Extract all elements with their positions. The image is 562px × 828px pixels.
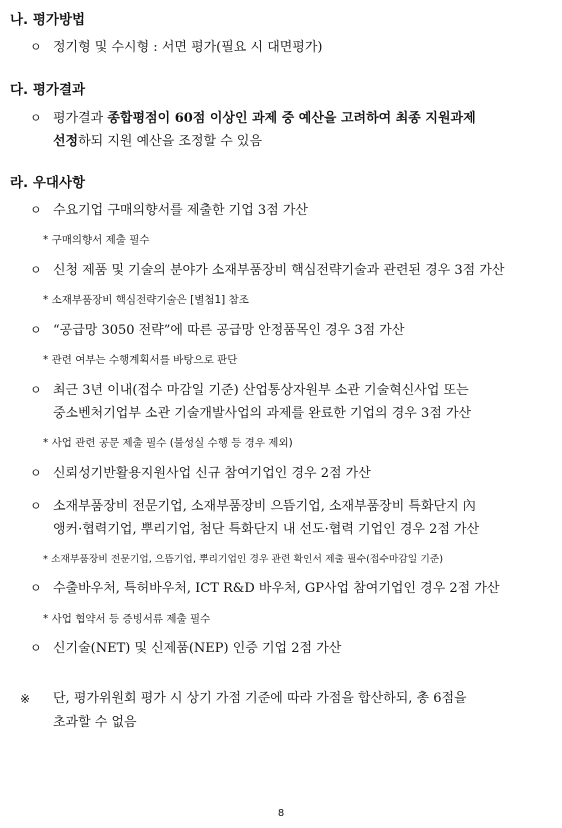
preference-item-text: 최근 3년 이내(접수 마감일 기준) 산업통상자원부 소관 기술혁신사업 또는 [53, 383, 469, 398]
section-heading-method: 나. 평가방법 [10, 12, 86, 28]
bullet-mark: ㅇ [30, 203, 42, 217]
preference-item-text: 소재부품장비 전문기업, 소재부품장비 으뜸기업, 소재부품장비 특화단지 內 [53, 499, 476, 514]
bullet-mark: ㅇ [30, 40, 42, 54]
bullet-mark: ㅇ [30, 111, 42, 125]
reference-mark-icon: ※ [20, 692, 31, 706]
section-heading-preference: 라. 우대사항 [10, 175, 86, 191]
result-item-line-1 [53, 107, 476, 130]
preference-note: * 구매의향서 제출 필수 [43, 234, 150, 246]
bullet-mark: ㅇ [30, 323, 42, 337]
section-heading-result: 다. 평가결과 [10, 82, 86, 98]
preference-item-text: 중소벤처기업부 소관 기술개발사업의 과제를 완료한 기업의 경우 3점 가산 [53, 406, 472, 421]
page-number: 8 [277, 808, 285, 819]
preference-item-text: 앵커·협력기업, 뿌리기업, 첨단 특화단지 내 선도·협력 기업인 경우 2점 가산 [53, 522, 480, 537]
preference-item-text: 신청 제품 및 기술의 분야가 소재부품장비 핵심전략기술과 관련된 경우 3점 가산 [53, 263, 505, 278]
bullet-mark: ㅇ [30, 263, 42, 277]
preference-item-text: 수출바우처, 특허바우처, ICT R&D 바우처, GP사업 참여기업인 경우 2점 가산 [53, 581, 500, 596]
bullet-mark: ㅇ [30, 641, 42, 655]
remark-text: 단, 평가위원회 평가 시 상기 가점 기준에 따라 가점을 합산하되, 총 6점을 [53, 691, 467, 706]
bullet-mark: ㅇ [30, 581, 42, 595]
preference-note: * 사업 협약서 등 증빙서류 제출 필수 [43, 613, 211, 625]
preference-note: * 사업 관련 공문 제출 필수 (불성실 수행 등 경우 제외) [43, 437, 293, 449]
preference-note: * 소재부품장비 전문기업, 으뜸기업, 뿌리기업인 경우 관련 확인서 제출 필수(접수마감일 기준) [43, 554, 444, 565]
preference-note: * 소재부품장비 핵심전략기술은 [별첨1] 참조 [43, 294, 249, 306]
result-text-bold: 선정 [53, 134, 79, 149]
bullet-mark: ㅇ [30, 499, 42, 513]
remark-text: 초과할 수 없음 [53, 715, 137, 730]
result-text-plain: 하되 지원 예산을 조정할 수 있음 [78, 134, 263, 149]
preference-item-text: 신뢰성기반활용지원사업 신규 참여기업인 경우 2점 가산 [53, 466, 371, 481]
bullet-mark: ㅇ [30, 383, 42, 397]
preference-item-text: “공급망 3050 전략”에 따른 공급망 안정품목인 경우 3점 가산 [53, 323, 405, 338]
result-text-plain: 평가결과 [53, 111, 108, 126]
bullet-mark: ㅇ [30, 466, 42, 480]
preference-note: * 관련 여부는 수행계획서를 바탕으로 판단 [43, 354, 238, 366]
result-item-line-2 [53, 130, 262, 153]
preference-item-text: 신기술(NET) 및 신제품(NEP) 인증 기업 2점 가산 [53, 641, 342, 656]
result-text-bold: 종합평점이 60점 이상인 과제 중 예산을 고려하여 최종 지원과제 [107, 111, 476, 126]
preference-item-text: 수요기업 구매의향서를 제출한 기업 3점 가산 [53, 203, 308, 218]
method-item-text: 정기형 및 수시형 : 서면 평가(필요 시 대면평가) [53, 40, 323, 55]
